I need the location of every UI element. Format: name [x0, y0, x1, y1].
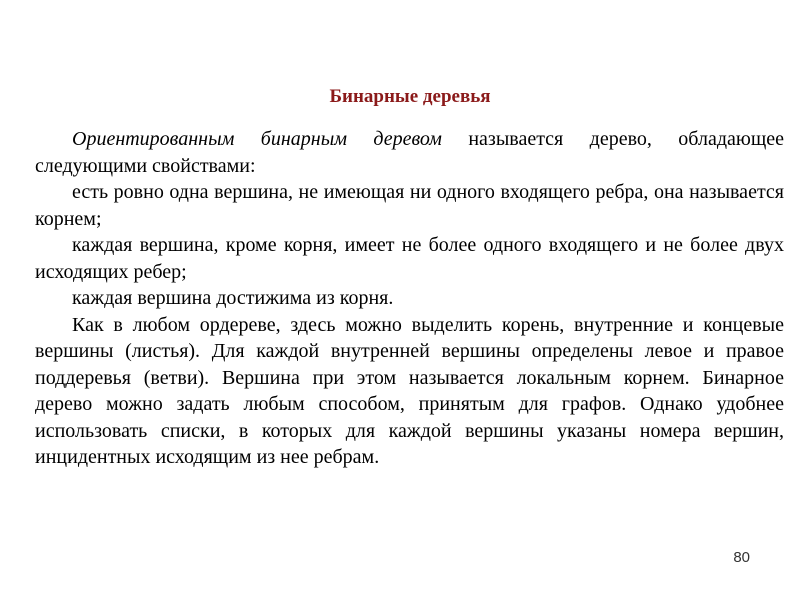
definition-paragraph: [35, 126, 784, 179]
slide-title: Бинарные деревья: [329, 86, 491, 107]
page-number: 80: [733, 549, 750, 566]
property-reachability: каждая вершина достижима из корня.: [72, 287, 394, 309]
explanation-paragraph: Как в любом ордереве, здесь можно выделить корень, внутренние и концевые вершины (листья). Для каждой внутренней вершины определены левое и правое поддеревья (ветви). Вершина при этом называется локальным корнем. Бинарное дерево можно задать любым способом, принятым для графов. Однако удобнее использовать списки, в которых для каждой вершины указаны номера вершин, инцидентных исходящим из нее ребрам.: [35, 313, 784, 468]
definition-text: называется дерево, обладающее следующими свойствами:: [35, 128, 784, 177]
property-root: есть ровно одна вершина, не имеющая ни одного входящего ребра, она называется корнем;: [35, 181, 784, 230]
slide-body: [35, 126, 784, 471]
property-degree: каждая вершина, кроме корня, имеет не более одного входящего и не более двух исходящих ребер;: [35, 234, 784, 283]
definition-term: Ориентированным бинарным деревом: [72, 128, 442, 150]
